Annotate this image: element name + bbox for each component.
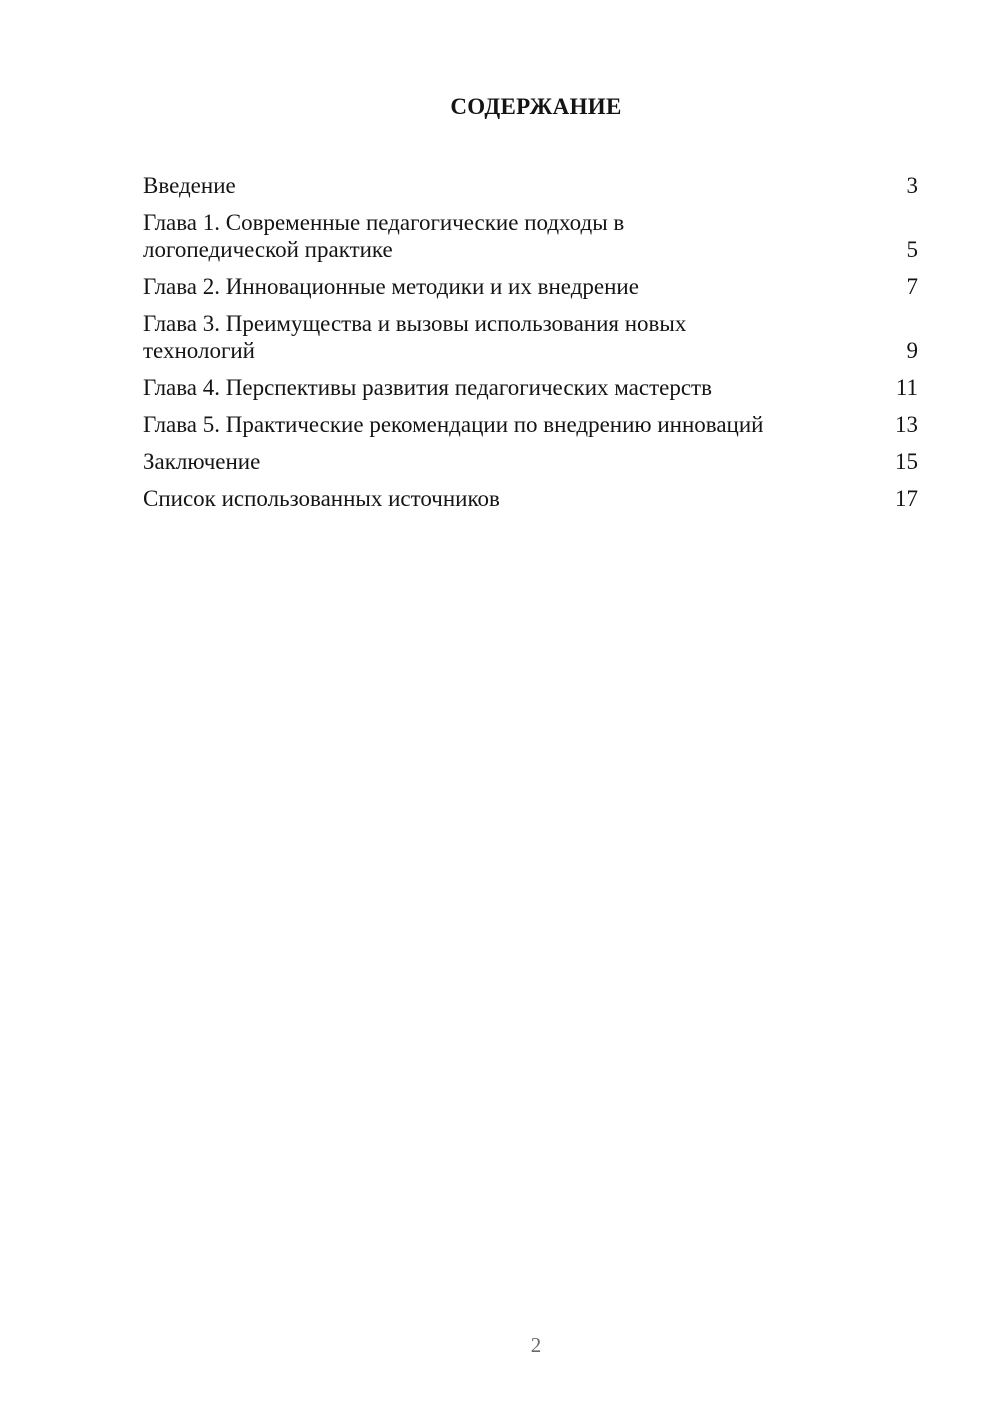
toc-entry-page: 11	[895, 375, 918, 400]
toc-entry-title-line: Глава 5. Практические рекомендации по внедрению инноваций	[143, 412, 764, 437]
toc-entry-title	[143, 273, 907, 300]
toc-entry-title-line: Глава 1. Современные педагогические подходы в	[143, 210, 625, 235]
toc-entry-title	[143, 485, 895, 512]
toc-entry-title-line: Список использованных источников	[143, 486, 500, 511]
toc-entry-title	[143, 310, 907, 364]
toc-entry-title-line: Заключение	[143, 449, 261, 474]
toc-entry-title-line: Глава 2. Инновационные методики и их внедрение	[143, 274, 639, 299]
toc-entry-chapter-1	[143, 209, 918, 263]
toc-entry-title	[143, 172, 907, 199]
toc-entry-page: 17	[895, 486, 918, 511]
toc-entry-title	[143, 411, 895, 438]
toc-entry-page: 15	[895, 449, 918, 474]
toc-entry-chapter-5	[143, 411, 918, 438]
page-title: СОДЕРЖАНИЕ	[450, 94, 622, 119]
toc-entry-title-line: технологий	[143, 338, 255, 363]
toc-entry-chapter-4	[143, 374, 918, 401]
toc-entry-page: 5	[906, 237, 918, 262]
toc-entry-title	[143, 448, 895, 475]
page-number: 2	[530, 1333, 542, 1357]
toc-entry-conclusion	[143, 448, 918, 475]
toc-entry-page: 13	[895, 412, 918, 437]
toc-entry-introduction	[143, 172, 918, 199]
toc-entry-title	[143, 374, 896, 401]
toc-entry-title-line: логопедической практике	[143, 237, 393, 262]
toc-entry-title-line: Введение	[143, 173, 236, 198]
toc-entry-page: 7	[906, 274, 918, 299]
toc-entry-page: 3	[906, 173, 918, 198]
toc-entry-page: 9	[906, 338, 918, 363]
table-of-contents	[143, 172, 918, 522]
toc-entry-references	[143, 485, 918, 512]
toc-entry-title-line: Глава 4. Перспективы развития педагогических мастерств	[143, 375, 712, 400]
toc-entry-chapter-3	[143, 310, 918, 364]
toc-entry-chapter-2	[143, 273, 918, 300]
toc-entry-title	[143, 209, 907, 263]
toc-entry-title-line: Глава 3. Преимущества и вызовы использования новых	[143, 311, 687, 336]
